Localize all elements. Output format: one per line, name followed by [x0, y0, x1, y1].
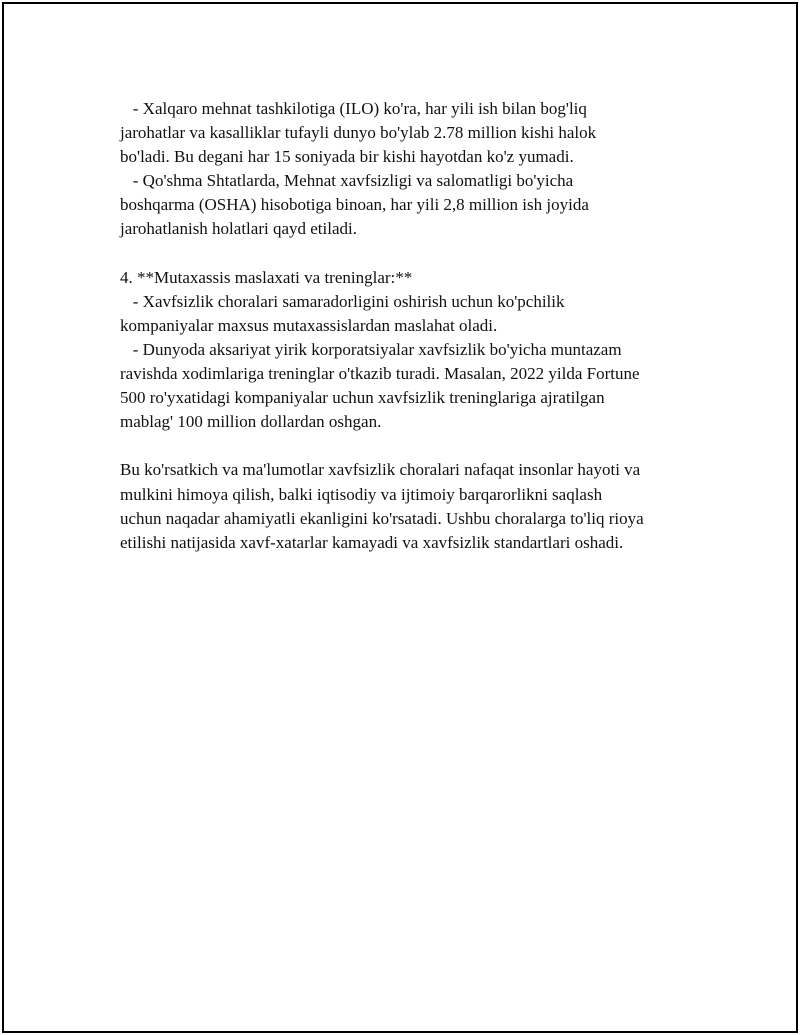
text-line: boshqarma (OSHA) hisobotiga binoan, har yili 2,8 million ish joyida [120, 195, 589, 215]
section-heading: 4. **Mutaxassis maslaxati va treninglar:** [120, 267, 413, 287]
conclusion-paragraph [120, 458, 720, 554]
text-line: mablag' 100 million dollardan oshgan. [120, 412, 382, 432]
text-line: 500 ro'yxatidagi kompaniyalar uchun xavfsizlik treninglariga ajratilgan [120, 388, 605, 408]
paragraph-spacer [120, 242, 720, 266]
document-body [120, 97, 720, 555]
page-frame [2, 2, 798, 1033]
text-line: Bu ko'rsatkich va ma'lumotlar xavfsizlik choralari nafaqat insonlar hayoti va [120, 460, 641, 480]
text-line: - Qo'shma Shtatlarda, Mehnat xavfsizligi va salomatligi bo'yicha [120, 171, 574, 191]
text-line: jarohatlar va kasalliklar tufayli dunyo bo'ylab 2.78 million kishi halok [120, 123, 597, 143]
statistics-paragraph [120, 97, 720, 242]
text-line: - Xalqaro mehnat tashkilotiga (ILO) ko'ra, har yili ish bilan bog'liq [120, 99, 587, 118]
section-4 [120, 266, 720, 435]
text-line: uchun naqadar ahamiyatli ekanligini ko'rsatadi. Ushbu choralarga to'liq rioya [120, 508, 644, 528]
text-line: etilishi natijasida xavf-xatarlar kamayadi va xavfsizlik standartlari oshadi. [120, 532, 624, 552]
text-line: mulkini himoya qilish, balki iqtisodiy va ijtimoiy barqarorlikni saqlash [120, 484, 603, 504]
paragraph-spacer [120, 434, 720, 458]
text-line: ravishda xodimlariga treninglar o'tkazib turadi. Masalan, 2022 yilda Fortune [120, 364, 640, 384]
text-line: kompaniyalar maxsus mutaxassislardan maslahat oladi. [120, 315, 498, 335]
text-line: jarohatlanish holatlari qayd etiladi. [120, 219, 357, 239]
text-line: bo'ladi. Bu degani har 15 soniyada bir kishi hayotdan ko'z yumadi. [120, 147, 574, 167]
text-line: - Xavfsizlik choralari samaradorligini oshirish uchun ko'pchilik [120, 291, 565, 311]
text-line: - Dunyoda aksariyat yirik korporatsiyalar xavfsizlik bo'yicha muntazam [120, 339, 622, 359]
